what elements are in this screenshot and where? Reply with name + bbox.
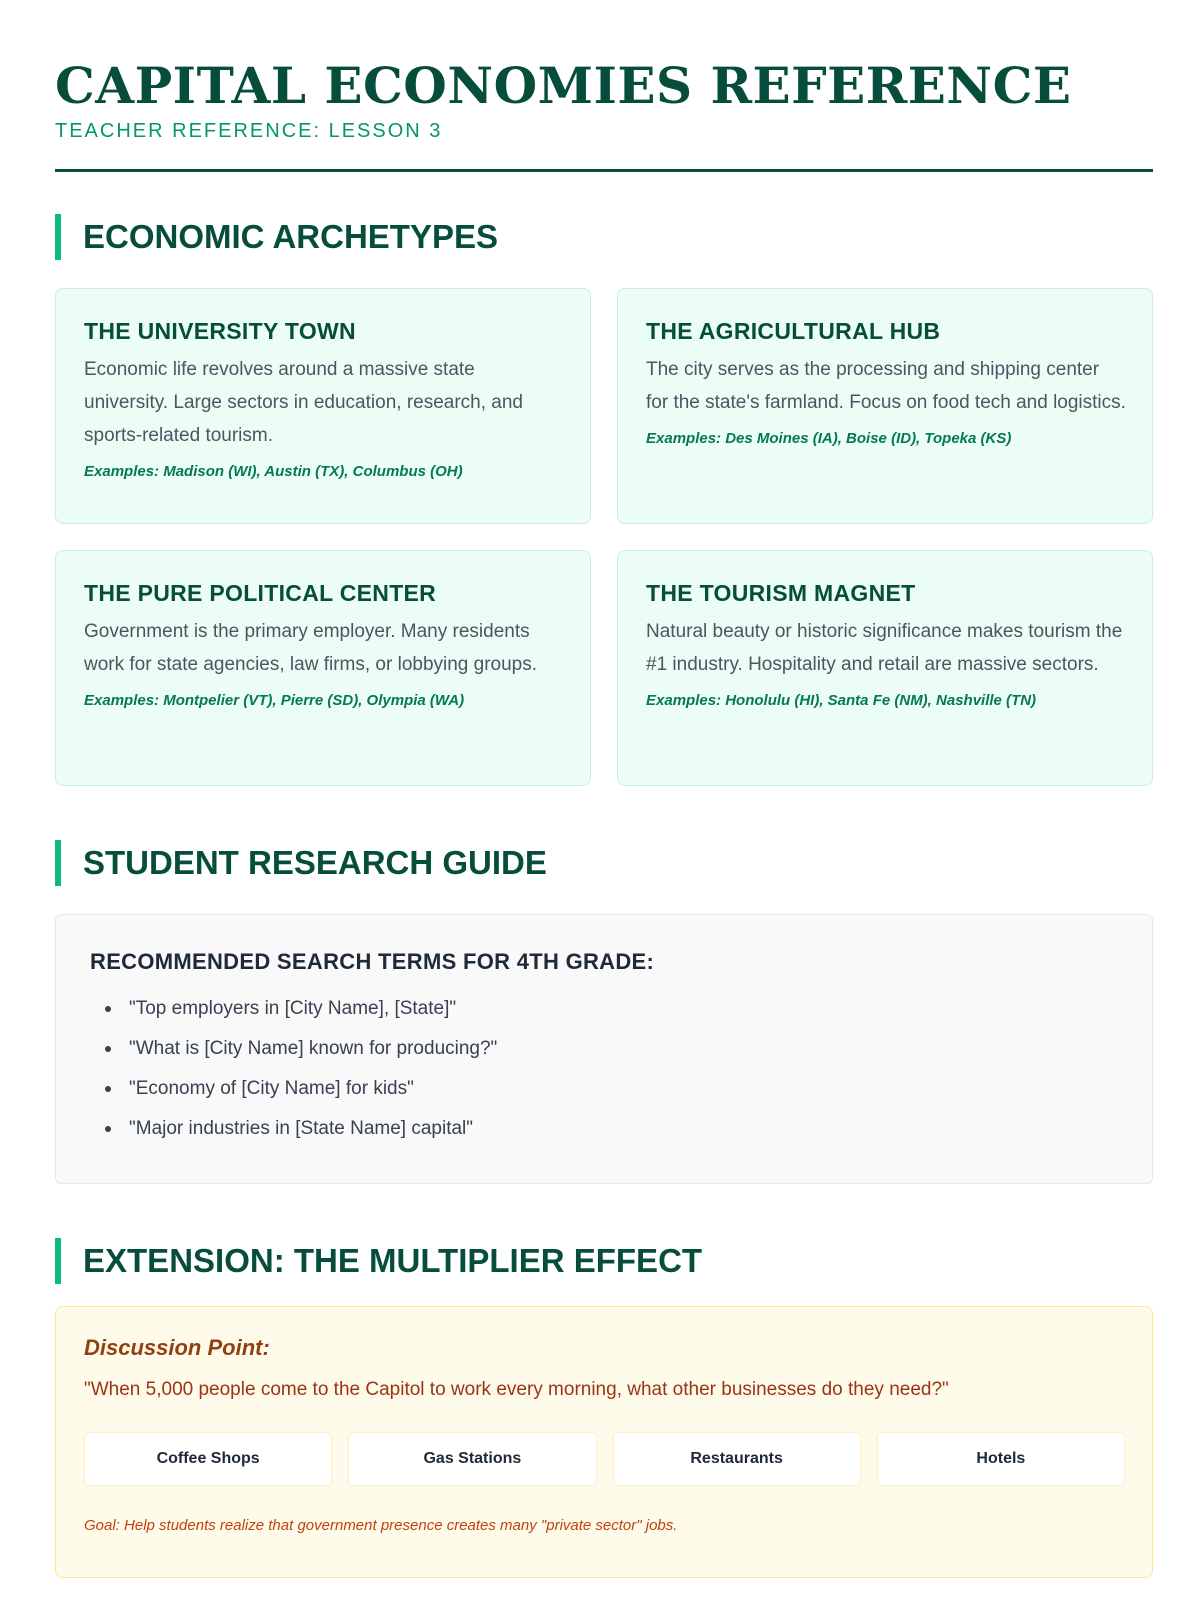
search-term-text: "What is [City Name] known for producing?" [129,1038,498,1059]
page-title: CAPITAL ECONOMIES REFERENCE [55,56,1072,115]
research-guide-box [55,914,1153,1184]
card-examples: Examples: Montpelier (VT), Pierre (SD), Olympia (WA) [84,692,465,709]
search-term-item [90,1029,1118,1069]
search-term-text: "Major industries in [State Name] capital" [129,1118,474,1139]
section-heading-research: STUDENT RESEARCH GUIDE [55,840,1153,886]
discussion-quote: "When 5,000 people come to the Capitol to work every morning, what other businesses do they need?" [84,1379,949,1400]
search-term-list [90,989,1118,1149]
section-heading-archetypes: ECONOMIC ARCHETYPES [55,214,1153,260]
section-heading-extension: EXTENSION: THE MULTIPLIER EFFECT [55,1238,1153,1284]
card-title: THE PURE POLITICAL CENTER [84,580,437,606]
card-examples: Examples: Des Moines (IA), Boise (ID), Topeka (KS) [646,430,1012,447]
discussion-goal: Goal: Help students realize that government presence creates many "private sector" jobs. [84,1517,678,1534]
search-term-text: "Economy of [City Name] for kids" [129,1078,414,1099]
bullet-icon [105,1046,111,1052]
archetype-card-agricultural-hub [617,288,1153,524]
search-term-item [90,1109,1118,1149]
document-header [55,0,1153,172]
card-examples: Examples: Madison (WI), Austin (TX), Columbus (OH) [84,463,463,480]
search-term-item [90,1069,1118,1109]
archetype-grid [55,288,1153,786]
card-description: The city serves as the processing and shipping center for the state's farmland. Focus on food tech and logistics. [646,359,1126,413]
business-chip-gas-stations: Gas Stations [348,1432,596,1486]
card-description: Natural beauty or historic significance makes tourism the #1 industry. Hospitality and retail are massive sectors. [646,621,1123,675]
reference-document [55,0,1153,1578]
archetype-card-university-town [55,288,591,524]
bullet-icon [105,1126,111,1132]
discussion-label: Discussion Point: [84,1335,270,1360]
card-description: Economic life revolves around a massive state university. Large sectors in education, research, and sports-related tourism. [84,359,523,446]
archetype-card-political-center [55,550,591,786]
card-title: THE UNIVERSITY TOWN [84,318,356,344]
business-chip-coffee-shops: Coffee Shops [84,1432,332,1486]
header-divider [55,169,1153,172]
card-description: Government is the primary employer. Many residents work for state agencies, law firms, or lobbying groups. [84,621,538,675]
archetype-card-tourism-magnet [617,550,1153,786]
card-title: THE AGRICULTURAL HUB [646,318,941,344]
bullet-icon [105,1086,111,1092]
search-term-item [90,989,1118,1029]
guide-heading: RECOMMENDED SEARCH TERMS FOR 4TH GRADE: [90,949,655,974]
bullet-icon [105,1006,111,1012]
business-chip-hotels: Hotels [877,1432,1125,1486]
discussion-box [55,1306,1153,1578]
business-chip-restaurants: Restaurants [613,1432,861,1486]
search-term-text: "Top employers in [City Name], [State]" [129,998,457,1019]
card-examples: Examples: Honolulu (HI), Santa Fe (NM), Nashville (TN) [646,692,1037,709]
business-chip-row [84,1432,1125,1486]
card-title: THE TOURISM MAGNET [646,580,916,606]
page-subtitle: TEACHER REFERENCE: LESSON 3 [55,120,443,142]
